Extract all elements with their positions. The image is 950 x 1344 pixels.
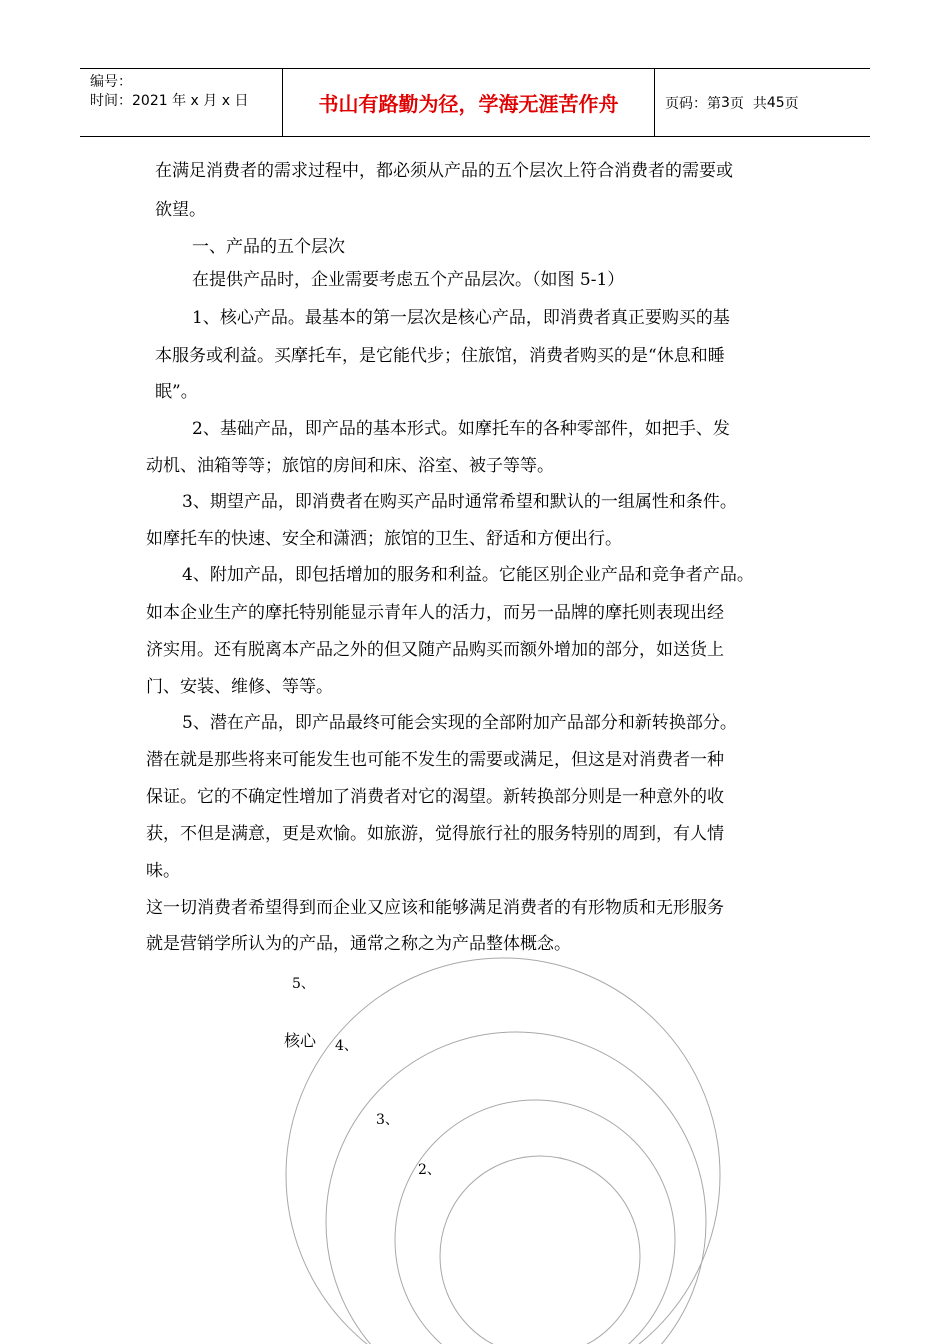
page-suffix: 页 [784,95,799,112]
paragraph-line: 在提供产品时，企业需要考虑五个产品层次。（如图 5-1） [192,270,625,290]
diagram-label-2: 2、 [418,1162,441,1178]
page-mid: 页 共 [729,95,767,112]
paragraph-line: 在满足消费者的需求过程中，都必须从产品的五个层次上符合消费者的需要或 [155,161,733,181]
paragraph-line: 动机、油箱等等；旅馆的房间和床、浴室、被子等等。 [146,456,554,476]
paragraph-line: 保证。它的不确定性增加了消费者对它的渴望。新转换部分则是一种意外的收 [146,787,724,807]
page-prefix: 页码：第 [665,95,721,112]
date-label: 时间：2021 年 x 月 x 日 [90,93,249,109]
diagram-label-4: 4、 [335,1038,358,1054]
level-5-circle [286,958,720,1344]
paragraph-line: 这一切消费者希望得到而企业又应该和能够满足消费者的有形物质和无形服务 [146,898,724,918]
paragraph-line: 本服务或利益。买摩托车，是它能代步；住旅馆，消费者购买的是“休息和睡 [155,346,725,366]
paragraph-line: 味。 [146,861,180,881]
page-current: 3 [721,94,730,111]
diagram-label-3: 3、 [376,1112,399,1128]
section-heading: 一、产品的五个层次 [192,237,345,257]
paragraph-line: 眠”。 [155,382,198,402]
paragraph-line: 就是营销学所认为的产品，通常之称之为产品整体概念。 [146,934,571,954]
page-total: 45 [766,94,785,111]
level-3-circle [395,1100,675,1344]
paragraph-line: 3、期望产品，即消费者在购买产品时通常希望和默认的一组属性和条件。 [182,492,737,512]
paragraph-line: 5、潜在产品，即产品最终可能会实现的全部附加产品部分和新转换部分。 [182,713,737,733]
diagram-label-core: 核心 [284,1031,317,1050]
diagram-label-5: 5、 [292,976,315,992]
header-motto: 书山有路勤为径，学海无涯苦作舟 [283,69,655,136]
paragraph-line: 济实用。还有脱离本产品之外的但又随产品购买而额外增加的部分，如送货上 [146,640,724,660]
paragraph-line: 门、安装、维修、等等。 [146,677,333,697]
paragraph-line: 4、附加产品，即包括增加的服务和利益。它能区别企业产品和竞争者产品。 [182,565,754,585]
serial-number-label: 编号： [90,74,132,90]
paragraph-line: 获，不但是满意，更是欢愉。如旅游，觉得旅行社的服务特别的周到，有人情 [146,824,724,844]
paragraph-line: 1、核心产品。最基本的第一层次是核心产品，即消费者真正要购买的基 [192,308,730,328]
level-2-circle [440,1156,640,1344]
paragraph-line: 欲望。 [155,200,206,220]
paragraph-line: 2、基础产品，即产品的基本形式。如摩托车的各种零部件，如把手、发 [192,419,730,439]
paragraph-line: 如本企业生产的摩托特别能显示青年人的活力，而另一品牌的摩托则表现出经 [146,603,724,623]
level-4-circle [326,1032,706,1344]
paragraph-line: 潜在就是那些将来可能发生也可能不发生的需要或满足，但这是对消费者一种 [146,750,724,770]
paragraph-line: 如摩托车的快速、安全和潇洒；旅馆的卫生、舒适和方便出行。 [146,529,622,549]
